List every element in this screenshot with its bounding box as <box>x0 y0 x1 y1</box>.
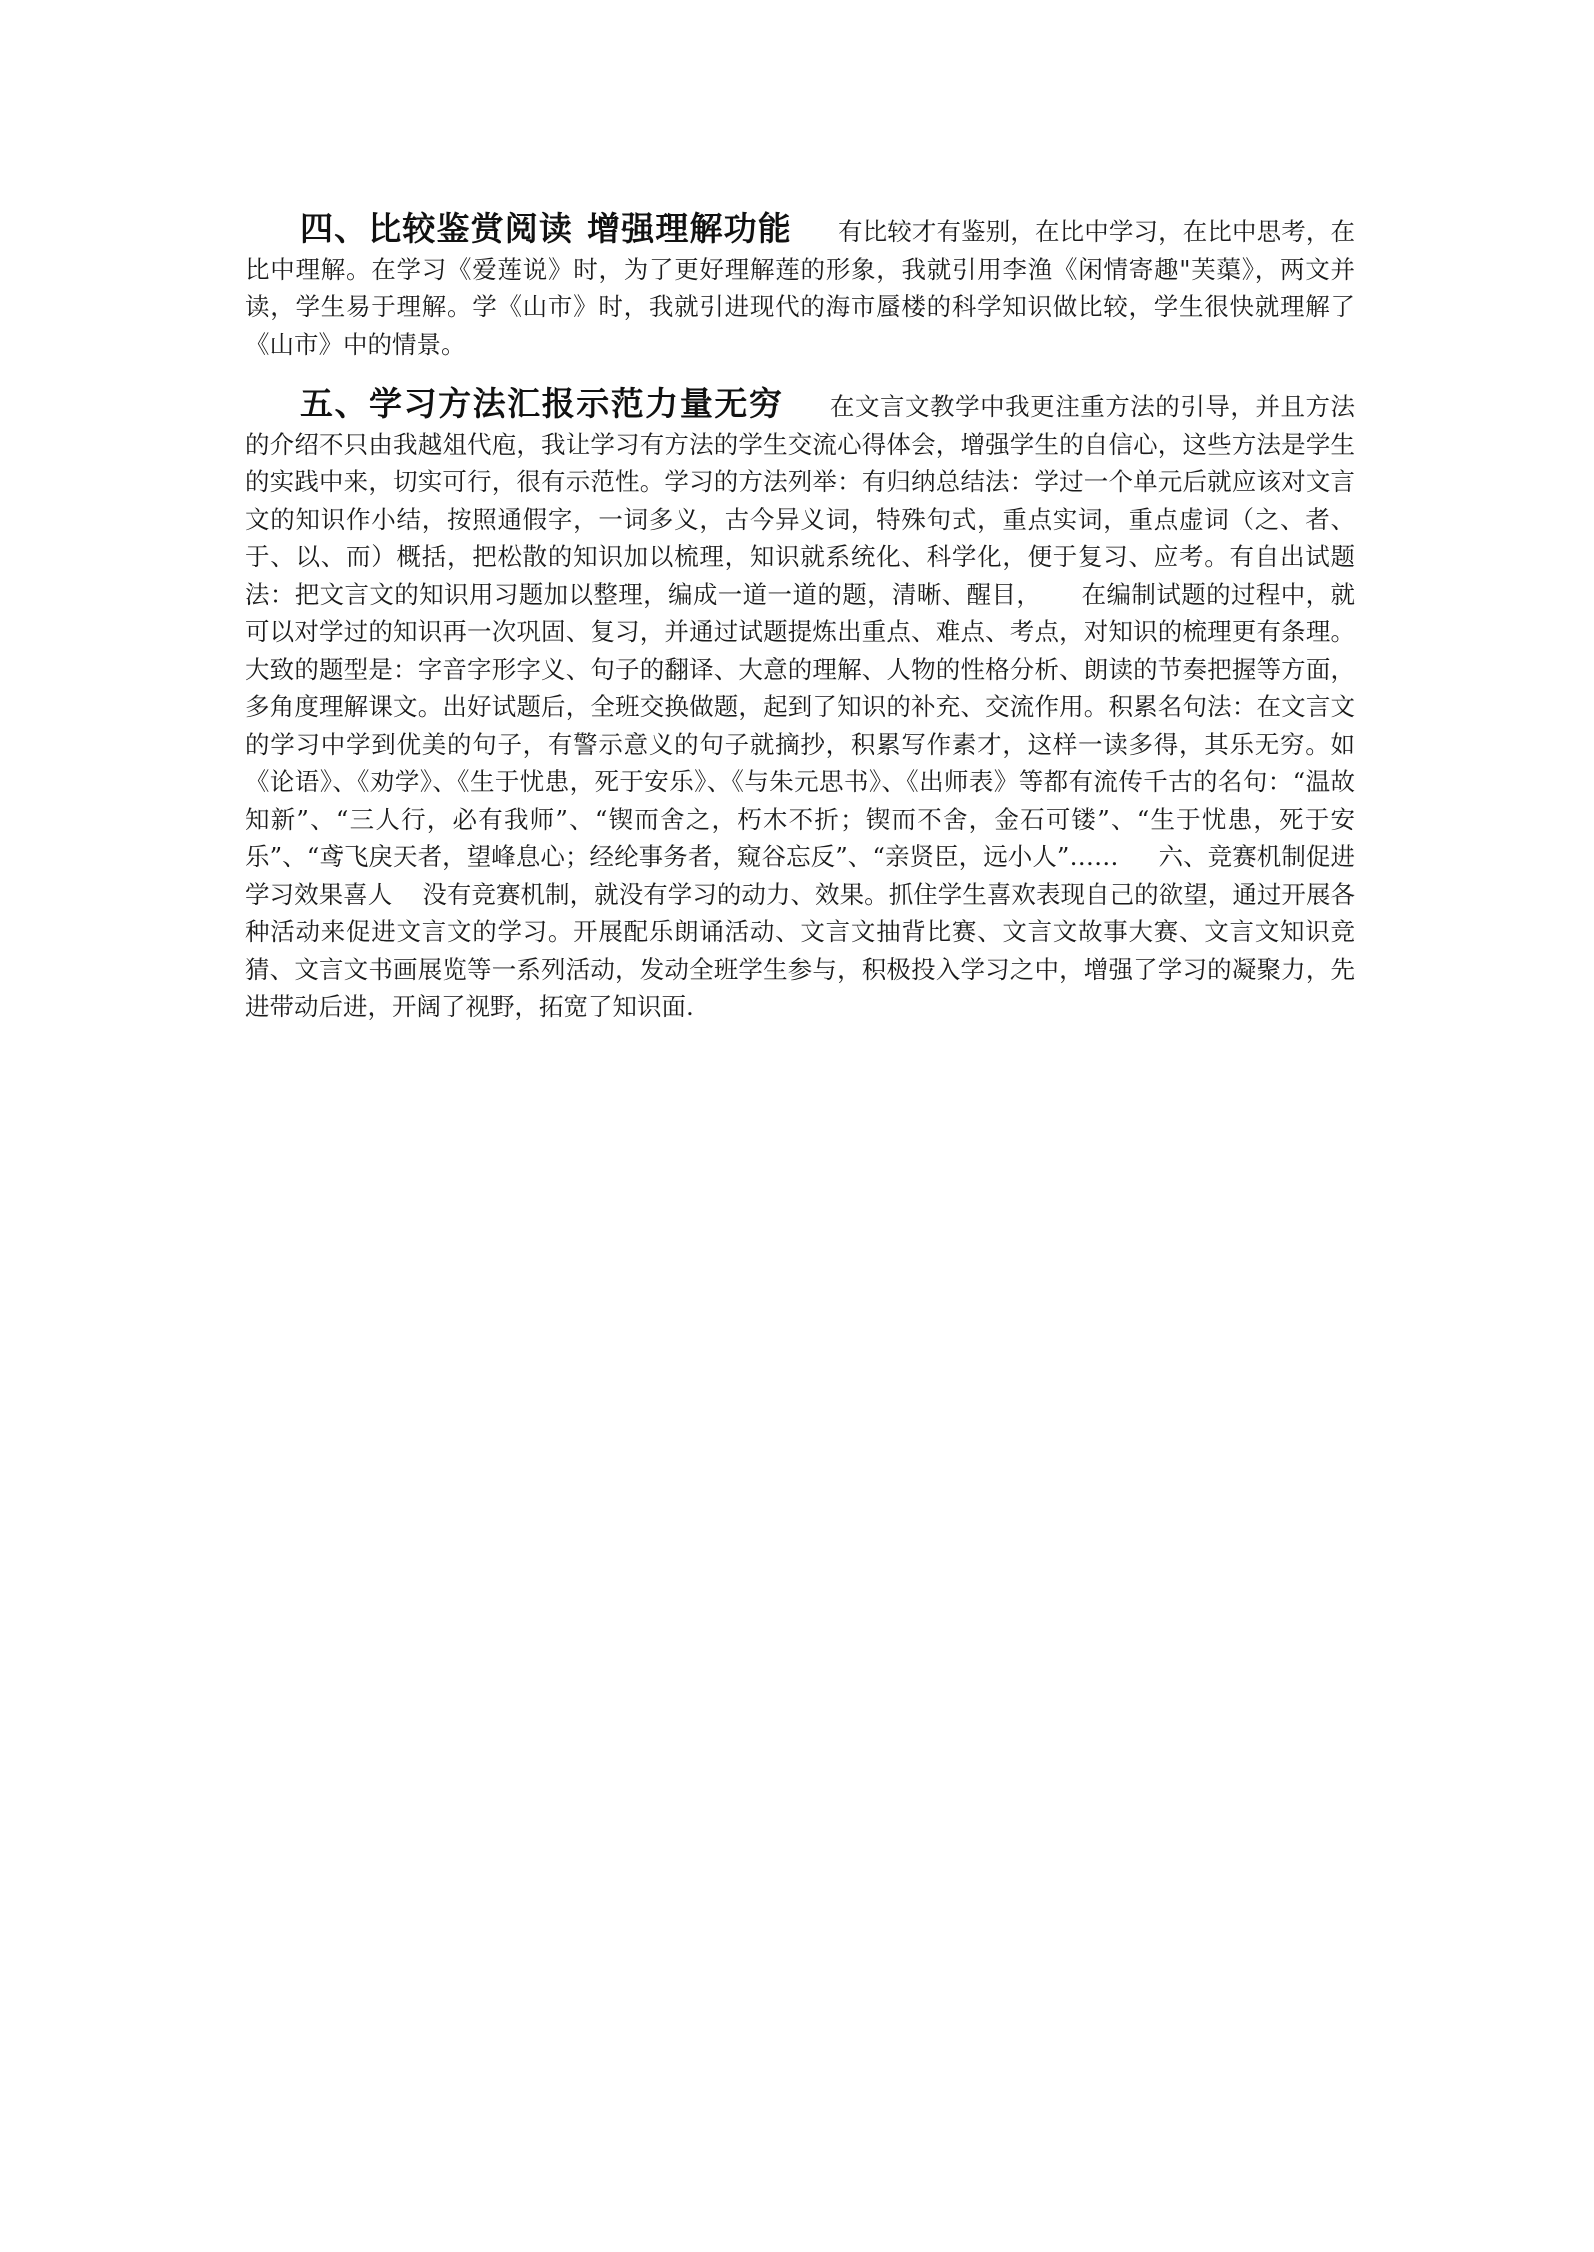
document-content <box>245 210 1355 1026</box>
section-6-heading: 六、竞赛机制促进学习效果喜人 <box>245 842 1356 909</box>
section-4-heading-part2: 增强理解功能 <box>587 209 792 248</box>
section-5-body-part2: 在编制试题的过程中，就可以对学过的知识再一次巩固、复习，并通过试题提炼出重点、难点、考点，对知识的梳理更有条理。大致的题型是：字音字形字义、句子的翻译、大意的理解、人物的性格分析、朗读的节奏把握等方面，多角度理解课文。出好试题后，全班交换做题，起到了知识的补充、交流作用。积累名句法：在文言文的学习中学到优美的句子，有警示意义的句子就摘抄，积累写作素才，这样一读多得，其乐无穷。如《论语》、《劝学》、《生于忧患，死于安乐》、《与朱元思书》、《出师表》等都有流传千古的名句：“温故知新”、“三人行，必有我师”、“锲而舍之，朽木不折；锲而不舍，金石可镂”、“生于忧患，死于安乐”、“鸢飞戾天者，望峰息心；经纶事务者，窥谷忘反”、“亲贤臣，远小人”…… <box>245 579 1356 871</box>
section-4-body: 有比较才有鉴别，在比中学习，在比中思考，在比中理解。在学习《爱莲说》时，为了更好理解莲的形象，我就引用李渔《闲情寄趣"芙蕖》，两文并读，学生易于理解。学《山市》时，我就引进现代的海市蜃楼的科学知识做比较，学生很快就理解了《山市》中的情景。 <box>245 217 1355 359</box>
section-5-heading: 五、学习方法汇报示范力量无穷 <box>300 384 784 423</box>
section-4-paragraph <box>245 210 1355 363</box>
section-5-body-part1: 在文言文教学中我更注重方法的引导，并且方法的介绍不只由我越俎代庖，我让学习有方法的学生交流心得体会，增强学生的自信心，这些方法是学生的实践中来，切实可行，很有示范性。学习的方法列举：有归纳总结法：学过一个单元后就应该对文言文的知识作小结，按照通假字，一词多义，古今异义词，特殊句式，重点实词，重点虚词（之、者、于、以、而）概括，把松散的知识加以梳理，知识就系统化、科学化，便于复习、应考。有自出试题法：把文言文的知识用习题加以整理，编成一道一道的题，清晰、醒目， <box>245 392 1356 609</box>
section-5-paragraph <box>245 385 1355 1026</box>
section-6-body: 没有竞赛机制，就没有学习的动力、效果。抓住学生喜欢表现自己的欲望，通过开展各种活动来促进文言文的学习。开展配乐朗诵活动、文言文抽背比赛、文言文故事大赛、文言文知识竞猜、文言文书画展览等一系列活动，发动全班学生参与，积极投入学习之中，增强了学习的凝聚力，先进带动后进，开阔了视野，拓宽了知识面. <box>245 879 1356 1021</box>
section-4-heading-part1: 四、比较鉴赏阅读 <box>300 209 573 248</box>
